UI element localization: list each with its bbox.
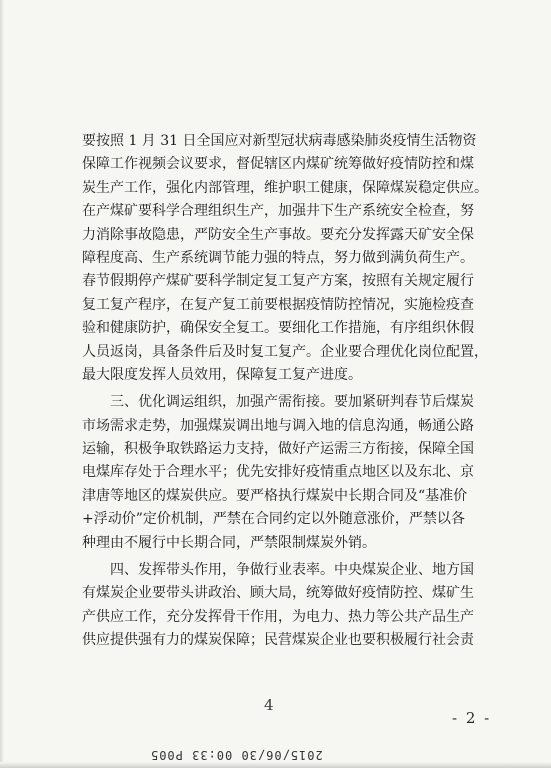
text-line: 保障工作视频会议要求，督促辖区内煤矿统筹做好疫情防控和煤	[82, 156, 474, 173]
text-line: 产供应工作，充分发挥骨干作用，为电力、热力等公共产品生产	[82, 608, 474, 625]
text-line: 最大限度发挥人员效用，保障复工复产进度。	[82, 366, 362, 383]
text-line: 市场需求走势，加强煤炭调出地与调入地的信息沟通，畅通公路	[82, 417, 474, 434]
fax-header-footer: 2015/06/30 00:33 P005	[150, 748, 323, 762]
text-line: 在产煤矿要科学合理组织生产，加强井下生产系统安全检查，努	[82, 203, 474, 220]
text-line: 验和健康防护，确保安全复工。要细化工作措施，有序组织休假	[82, 320, 474, 337]
text-line: 津唐等地区的煤炭供应。要严格执行煤炭中长期合同及“基准价	[82, 487, 468, 504]
text-line: 炭生产工作，强化内部管理，维护职工健康，保障煤炭稳定供应。	[82, 179, 488, 196]
page-handwritten-mark: 4	[264, 696, 274, 714]
text-line: 电煤库存处于合理水平；优先安排好疫情重点地区以及东北、京	[82, 464, 474, 481]
text-line: +浮动价”定价机制，严禁在合同约定以外随意涨价，严禁以各	[82, 511, 465, 528]
text-line: 春节假期停产煤矿要科学制定复工复产方案，按照有关规定履行	[82, 273, 474, 290]
text-line: 种理由不履行中长期合同，严禁限制煤炭外销。	[82, 534, 376, 551]
section-four-heading-line: 四、发挥带头作用，争做行业表率。中央煤炭企业、地方国	[110, 562, 474, 579]
document-body	[82, 130, 504, 653]
text-line: 人员返岗，具备条件后及时复工复产。企业要合理优化岗位配置，	[82, 343, 488, 360]
text-line: 障程度高、生产系统调节能力强的特点，努力做到满负荷生产。	[82, 249, 474, 266]
section-three-heading-line: 三、优化调运组织，加强产需衔接。要加紧研判春节后煤炭	[110, 394, 474, 411]
text-line: 要按照 1 月 31 日全国应对新型冠状病毒感染肺炎疫情生活物资	[82, 133, 477, 149]
text-line: 运输，积极争取铁路运力支持，做好产运需三方衔接，保障全国	[82, 441, 474, 458]
page-number: - 2 -	[452, 709, 492, 727]
scan-edge-bottom	[0, 762, 551, 768]
text-line: 供应提供强有力的煤炭保障；民营煤炭企业也要积极履行社会责	[82, 632, 474, 649]
text-line: 有煤炭企业要带头讲政治、顾大局，统筹做好疫情防控、煤矿生	[82, 585, 474, 602]
text-line: 力消除事故隐患，严防安全生产事故。要充分发挥露天矿安全保	[82, 226, 474, 243]
scan-edge-left	[0, 0, 4, 768]
text-line: 复工复产程序，在复产复工前要根据疫情防控情况，实施检疫查	[82, 296, 474, 313]
